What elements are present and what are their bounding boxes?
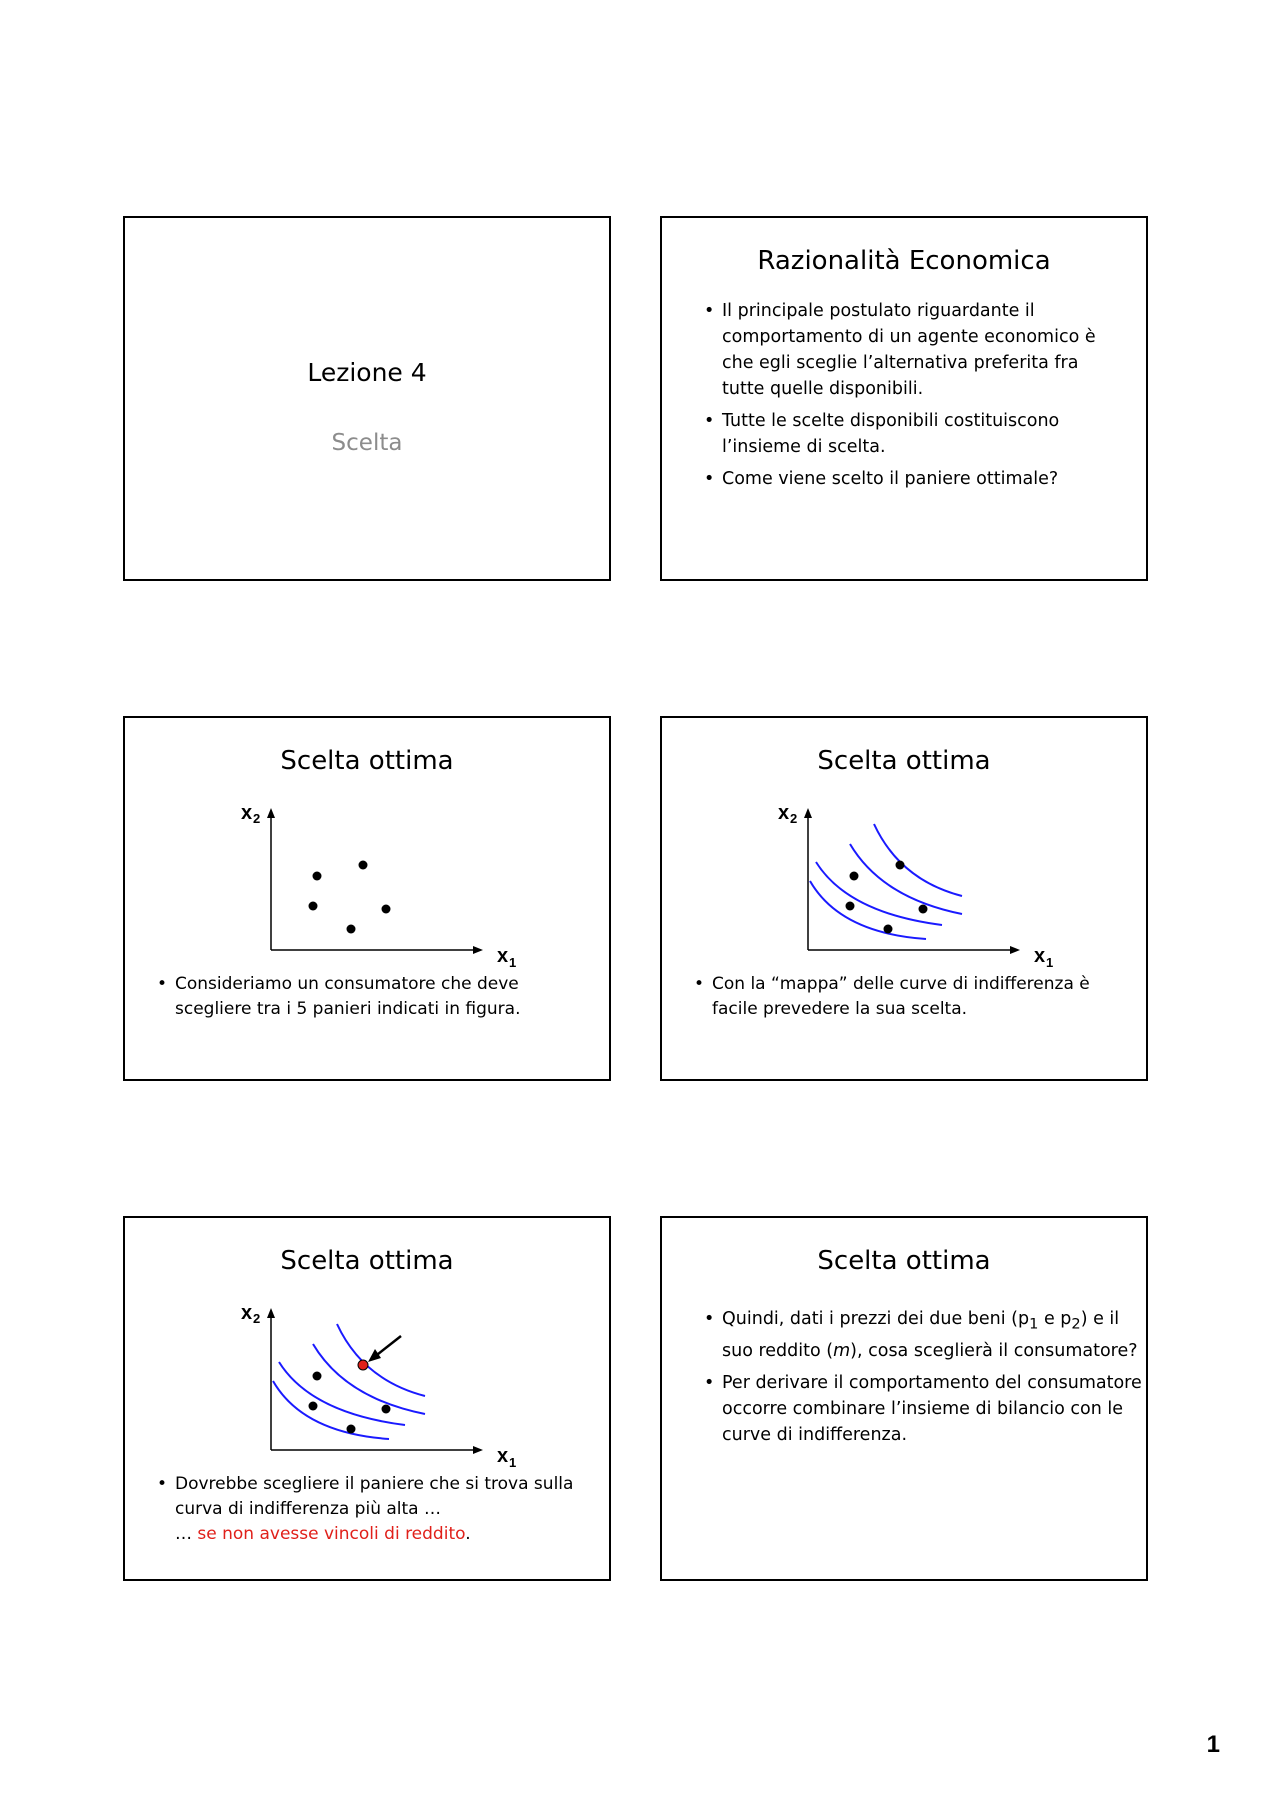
y-axis-label: x: [241, 1302, 253, 1324]
y-axis-subscript: 2: [253, 811, 261, 826]
indifference-curve: [313, 1344, 425, 1414]
x-axis-label: x: [497, 1445, 509, 1467]
indifference-curve: [810, 881, 926, 939]
slide-6-title: Scelta ottima: [817, 1246, 991, 1276]
x-axis-arrow: [1010, 946, 1020, 954]
slide-5-title: Scelta ottima: [280, 1246, 454, 1276]
y-axis-arrow: [804, 808, 812, 818]
slide-4-bullets: [692, 972, 1132, 1028]
y-axis-label: x: [778, 802, 790, 824]
bullet-suffix: .: [465, 1524, 471, 1544]
bullet-red-text: se non avesse vincoli di reddito: [197, 1524, 466, 1544]
y-axis-subscript: 2: [253, 1311, 261, 1326]
slide-5: [123, 1216, 611, 1581]
slide-1-subtitle: Scelta: [331, 430, 403, 456]
bullet-text: ) e il suo reddito (: [722, 1309, 1120, 1361]
y-axis-label: x: [241, 802, 253, 824]
bundle-point: [359, 861, 368, 870]
income-symbol: m: [833, 1340, 851, 1361]
slide-4: [660, 716, 1148, 1081]
slide-6: [660, 1216, 1148, 1581]
bullet-item: • Come viene scelto il paniere ottimale?: [702, 466, 1112, 492]
bundle-point: [347, 925, 356, 934]
bullet-text: Quindi, dati i prezzi dei due beni (p: [722, 1309, 1030, 1329]
slide-6-bullets: [702, 1306, 1142, 1454]
slide-1-title: Lezione 4: [307, 358, 427, 387]
bullet-item: • Consideriamo un consumatore che deve scegliere tra i 5 panieri indicati in figura.: [155, 972, 595, 1022]
x-axis-subscript: 1: [1046, 955, 1054, 968]
slide-1: [123, 216, 611, 581]
bullet-prefix: …: [175, 1524, 198, 1544]
bundle-point: [919, 905, 928, 914]
x-axis-label: x: [497, 945, 509, 967]
bullet-item: [155, 1472, 595, 1547]
bundle-point: [313, 872, 322, 881]
x-axis-label: x: [1034, 945, 1046, 967]
optimal-bundle-point: [358, 1360, 368, 1370]
bullet-main-text: Dovrebbe scegliere il paniere che si trova sulla curva di indifferenza più alta …: [175, 1474, 574, 1519]
bundle-point: [884, 925, 893, 934]
bullet-item: • Tutte le scelte disponibili costituiscono l’insieme di scelta.: [702, 408, 1112, 460]
optimal-choice-graph: [125, 1218, 609, 1468]
bundle-point: [309, 1402, 318, 1411]
bundle-point: [846, 902, 855, 911]
x-axis-subscript: 1: [509, 1455, 517, 1468]
bullet-item: [702, 1306, 1142, 1364]
x-axis-arrow: [473, 1446, 483, 1454]
x-axis-subscript: 1: [509, 955, 517, 968]
bullet-text: ), cosa sceglierà il consumatore?: [850, 1340, 1138, 1361]
price-subscript: 1: [1029, 1315, 1039, 1333]
bundle-point: [313, 1372, 322, 1381]
bundle-point: [309, 902, 318, 911]
x-axis-arrow: [473, 946, 483, 954]
y-axis-arrow: [267, 808, 275, 818]
indifference-curve: [850, 844, 962, 914]
pointer-arrow-head: [368, 1349, 381, 1362]
indifference-curve: [816, 862, 942, 925]
bundle-point: [850, 872, 859, 881]
page-number: 1: [1206, 1731, 1220, 1758]
bullet-item: • Per derivare il comportamento del consumatore occorre combinare l’insieme di bilancio con le curve di indifferenza.: [702, 1370, 1142, 1448]
bullet-item: • Con la “mappa” delle curve di indifferenza è facile prevedere la sua scelta.: [692, 972, 1132, 1022]
slide-3-title: Scelta ottima: [280, 746, 454, 776]
slide-5-bullets: [155, 1472, 595, 1553]
slide-3-bullets: [155, 972, 595, 1028]
bundle-point: [382, 905, 391, 914]
slide-2-bullets: [702, 298, 1112, 498]
y-axis-subscript: 2: [790, 811, 798, 826]
bundle-point: [347, 1425, 356, 1434]
bundle-point: [896, 861, 905, 870]
bullet-text: e p: [1038, 1309, 1072, 1329]
indifference-map-graph: [662, 718, 1146, 968]
y-axis-arrow: [267, 1308, 275, 1318]
bundle-point: [382, 1405, 391, 1414]
slide-4-title: Scelta ottima: [817, 746, 991, 776]
slide-2-title: Razionalità Economica: [757, 246, 1051, 276]
bullet-item: • Il principale postulato riguardante il comportamento di un agente economico è che egli sceglie l’alternativa preferita fra tutte quelle disponibili.: [702, 298, 1112, 402]
indifference-curve: [279, 1362, 405, 1425]
bundle-scatter-graph: [125, 718, 609, 968]
slide-2: [660, 216, 1148, 581]
price-subscript: 2: [1071, 1315, 1081, 1333]
indifference-curve: [273, 1381, 389, 1439]
slide-3: [123, 716, 611, 1081]
